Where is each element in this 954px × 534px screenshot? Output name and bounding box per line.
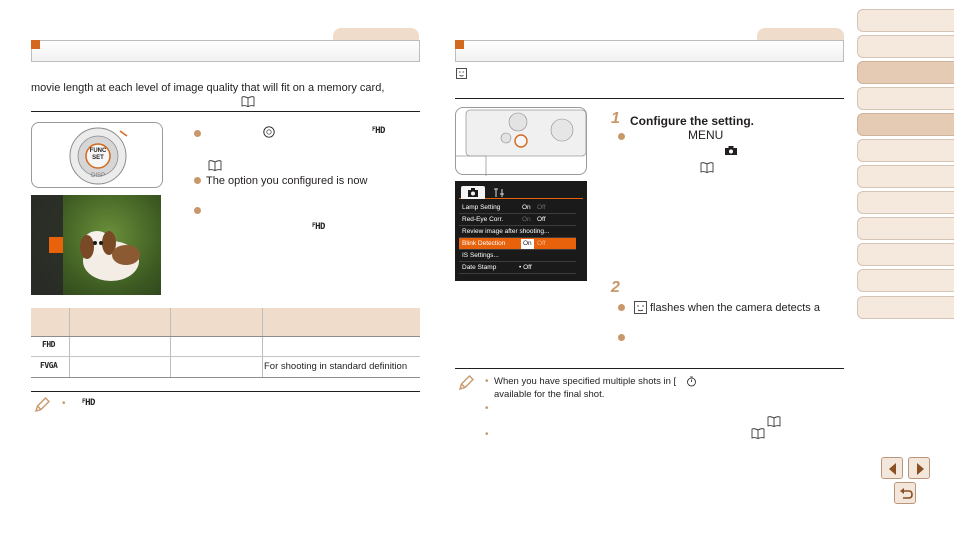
menu-item[interactable] xyxy=(459,250,576,262)
table-row-line xyxy=(31,356,420,357)
chapter-tab-6[interactable] xyxy=(857,139,954,162)
step-1-number: 1 xyxy=(611,110,620,127)
chapter-tab-9[interactable] xyxy=(857,217,954,240)
table-divider xyxy=(262,308,263,378)
reference-book-icon xyxy=(751,428,765,439)
camera-icon xyxy=(461,186,485,199)
blink-detection-icon xyxy=(634,301,647,314)
right-note-bullet-2: • xyxy=(485,403,489,414)
chapter-tab-7[interactable] xyxy=(857,165,954,188)
right-note-1-text-cont: available for the final shot. xyxy=(494,389,605,400)
menu-item-value: On xyxy=(522,204,531,211)
table-cell-description: For shooting in standard definition xyxy=(264,361,408,372)
chapter-tab-3[interactable] xyxy=(857,61,954,84)
arrow-right-icon xyxy=(909,458,931,480)
chapter-tab-8[interactable] xyxy=(857,191,954,214)
left-section-header xyxy=(31,40,420,62)
chapter-tab-5[interactable] xyxy=(857,113,954,136)
reference-book-icon xyxy=(241,96,255,107)
step-1-menu-word: MENU xyxy=(688,128,724,142)
menu-item-label: Lamp Setting xyxy=(462,204,501,211)
left-page-top-tab xyxy=(333,28,419,40)
full-hd-quality-icon: $^F$HD xyxy=(312,222,325,232)
menu-item-label: Date Stamp xyxy=(462,264,497,271)
menu-item-label: Blink Detection xyxy=(462,240,506,247)
wrench-icon xyxy=(488,186,512,199)
right-note-bullet-1: • xyxy=(485,376,489,387)
right-page-top-tab xyxy=(757,28,844,40)
menu-item-value-alt: Off xyxy=(537,204,546,211)
table-row-line xyxy=(31,336,420,337)
note-pencil-icon xyxy=(457,374,475,392)
right-divider xyxy=(455,98,844,99)
left-section-marker xyxy=(31,40,40,49)
chapter-tab-10[interactable] xyxy=(857,243,954,266)
left-note-bullet: • xyxy=(62,398,66,409)
left-intro-text: movie length at each level of image quality that will fit on a memory card, xyxy=(31,82,385,94)
func-set-button-icon xyxy=(263,126,275,138)
menu-item[interactable] xyxy=(459,214,576,226)
menu-tab-shooting[interactable] xyxy=(461,186,485,199)
table-divider xyxy=(69,308,70,378)
menu-tab-setup[interactable] xyxy=(488,186,512,199)
table-row-icon-fvga: FVGA xyxy=(40,361,58,370)
step-1-title: Configure the setting. xyxy=(630,114,754,128)
left-divider xyxy=(31,111,420,112)
right-section-marker xyxy=(455,40,464,49)
camera-back-illustration xyxy=(455,107,587,175)
quality-table-header xyxy=(31,308,420,336)
step-2-bullet-2 xyxy=(618,334,625,341)
menu-item[interactable] xyxy=(459,226,576,238)
note-pencil-icon xyxy=(33,396,51,414)
next-page-button[interactable] xyxy=(908,457,930,479)
previous-page-button[interactable] xyxy=(881,457,903,479)
full-hd-quality-icon: $^F$HD xyxy=(82,398,95,408)
menu-item-label: IS Settings... xyxy=(462,252,499,259)
right-note-divider xyxy=(455,368,844,369)
table-row-line xyxy=(31,377,420,378)
blink-detection-icon xyxy=(456,68,467,79)
chapter-tab-1[interactable] xyxy=(857,9,954,32)
menu-item-value: • Off xyxy=(519,264,532,271)
puppy-illustration xyxy=(71,213,151,293)
selected-quality-tile xyxy=(49,237,63,253)
menu-item-value-alt: Off xyxy=(537,240,546,247)
menu-item-selected[interactable] xyxy=(459,238,576,250)
step-2-text: flashes when the camera detects a xyxy=(650,302,820,314)
left-note-divider xyxy=(31,391,420,392)
self-timer-icon xyxy=(686,376,697,387)
return-button[interactable] xyxy=(894,482,916,504)
menu-item-label: Review image after shooting... xyxy=(462,228,550,235)
return-arrow-icon xyxy=(895,483,917,505)
step-2-bullet xyxy=(618,304,625,311)
left-bullet-3 xyxy=(194,207,201,214)
full-hd-quality-icon: $^F$HD xyxy=(372,126,385,136)
step-1-bullet xyxy=(618,133,625,140)
camera-screen-photo xyxy=(31,195,161,295)
camera-tab-icon xyxy=(724,145,738,156)
step-2-number: 2 xyxy=(611,279,620,296)
right-note-bullet-3: • xyxy=(485,429,489,440)
table-divider xyxy=(170,308,171,378)
dial-bottom-label: DISP xyxy=(90,173,105,179)
arrow-left-icon xyxy=(882,458,904,480)
menu-item-label: Red-Eye Corr. xyxy=(462,216,504,223)
table-row-icon-fhd: FHD xyxy=(42,340,55,349)
dial-center-label-1: FUNC xyxy=(89,148,107,154)
reference-book-icon xyxy=(700,162,714,173)
reference-book-icon xyxy=(208,160,222,171)
menu-item-value-alt: Off xyxy=(537,216,546,223)
chapter-tab-12[interactable] xyxy=(857,296,954,319)
dial-center-label-2: SET xyxy=(92,155,104,161)
func-dial-illustration xyxy=(31,122,163,188)
menu-item[interactable] xyxy=(459,262,576,274)
chapter-tab-2[interactable] xyxy=(857,35,954,58)
chapter-tab-4[interactable] xyxy=(857,87,954,110)
left-bullet-1 xyxy=(194,130,201,137)
camera-menu-screen xyxy=(455,181,587,281)
right-note-1-text: When you have specified multiple shots in [ xyxy=(494,376,677,387)
menu-item[interactable] xyxy=(459,202,576,214)
right-section-header xyxy=(455,40,844,62)
menu-item-value: On xyxy=(523,240,532,247)
reference-book-icon xyxy=(767,416,781,427)
chapter-tab-11[interactable] xyxy=(857,269,954,292)
left-bullet-2-text: The option you configured is now xyxy=(206,175,368,187)
menu-item-value: On xyxy=(522,216,531,223)
left-bullet-2 xyxy=(194,177,201,184)
